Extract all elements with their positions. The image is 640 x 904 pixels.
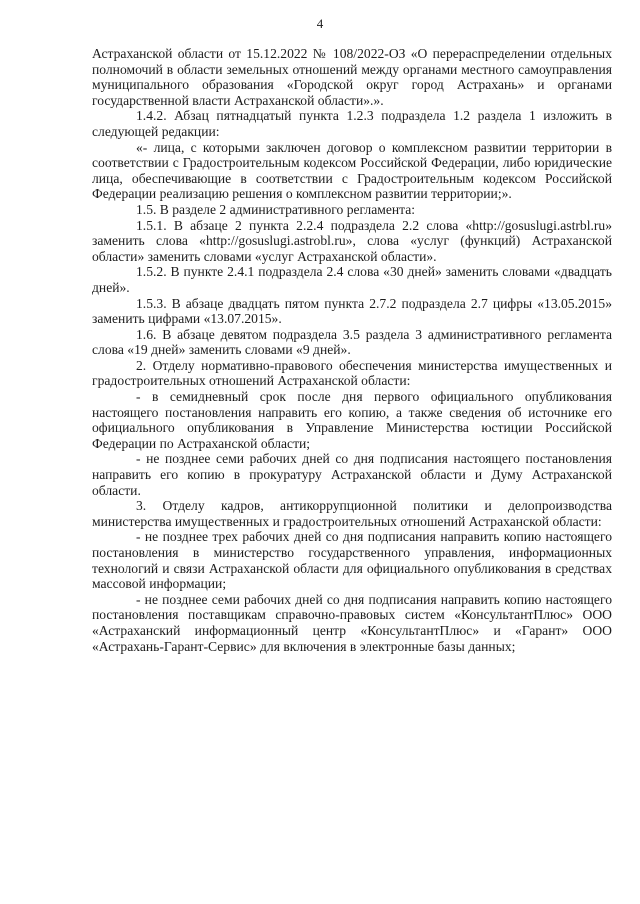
document-body [92,46,612,654]
paragraph: 2. Отделу нормативно-правового обеспечения министерства имущественных и градостроительных отношений Астраханской области: [92,357,612,389]
paragraph: - не позднее семи рабочих дней со дня подписания настоящего постановления направить его копию в прокуратуру Астраханской области и Думу Астраханской области. [92,451,612,498]
paragraph: 3. Отделу кадров, антикоррупционной политики и делопроизводства министерства имущественных и градостроительных отношений Астраханской области: [92,498,612,529]
paragraph: 1.5. В разделе 2 административного регламента: [136,201,416,217]
paragraph: 1.4.2. Абзац пятнадцатый пункта 1.2.3 подраздела 1.2 раздела 1 изложить в следующей редакции: [92,108,612,139]
paragraph: 1.5.3. В абзаце двадцать пятом пункта 2.7.2 подраздела 2.7 цифры «13.05.2015» заменить цифрами «13.07.2015». [92,295,612,327]
paragraph: Астраханской области от 15.12.2022 № 108/2022-ОЗ «О перераспределении отдельных полномочий в области земельных отношений между органами местного самоуправления муниципального образования «Городской округ город Астрахань» и органами государственной власти Астраханской области».». [92,46,612,108]
paragraph: 1.6. В абзаце девятом подраздела 3.5 раздела 3 административного регламента слова «19 дней» заменить словами «9 дней». [92,326,612,358]
paragraph: 1.5.2. В пункте 2.4.1 подраздела 2.4 слова «30 дней» заменить словами «двадцать дней». [92,264,612,295]
paragraph: «- лица, с которыми заключен договор о комплексном развитии территории в соответствии с Градостроительным кодексом Российской Федерации, либо юридические лица, обеспечивающие в соответствии с Градостроительным кодексом Российской Федерации реализацию решения о комплексном развитии территории;». [92,139,612,202]
paragraph: - не позднее трех рабочих дней со дня подписания направить копию настоящего постановления в министерство государственного управления, информационных технологий и связи Астраханской области для официального опубликования в средствах массовой информации; [92,529,612,592]
paragraph: - в семидневный срок после дня первого официального опубликования настоящего постановления направить его копию, а также сведения об источнике его официального опубликования в Управление Министерства юстиции Российской Федерации по Астраханской области; [92,389,612,451]
paragraph: 1.5.1. В абзаце 2 пункта 2.2.4 подраздела 2.2 слова «http://gosuslugi.astrbl.ru» заменить слова «http://gosuslugi.astrobl.ru», слова «услуг (функций) Астраханской области» заменить словами «услуг Астраханской области». [92,217,612,264]
page-number: 4 [316,16,324,31]
paragraph: - не позднее семи рабочих дней со дня подписания направить копию настоящего постановления поставщикам справочно-правовых систем «КонсультантПлюс» ООО «Астраханский информационный центр «КонсультантПлюс» и «Гарант» ООО «Астрахань-Гарант-Сервис» для включения в электронные базы данных; [92,591,612,654]
